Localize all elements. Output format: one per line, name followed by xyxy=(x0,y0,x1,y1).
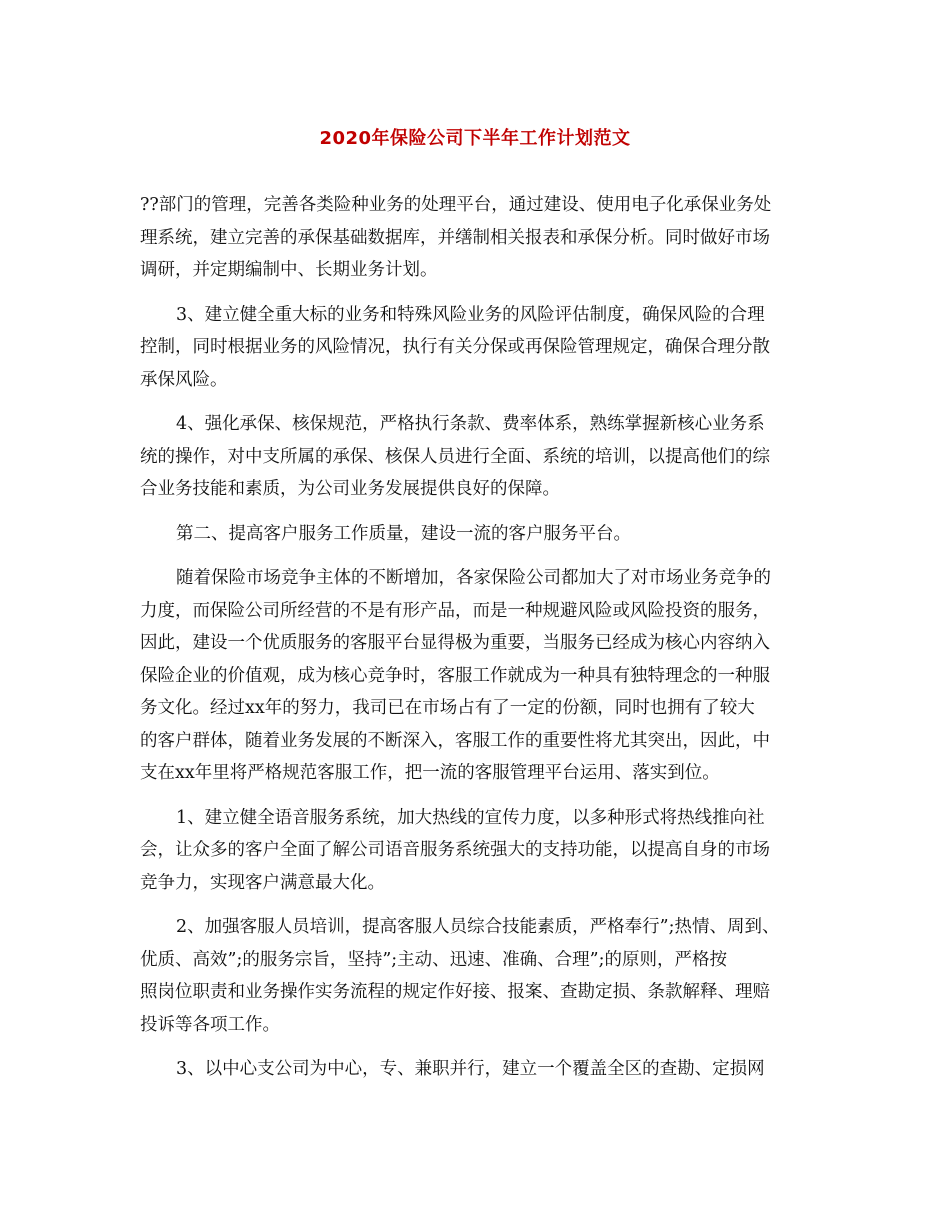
paragraph-line: 统的操作，对中支所属的承保、核保人员进行全面、系统的培训，以提高他们的综 xyxy=(140,446,770,467)
paragraph xyxy=(140,562,815,790)
paragraph-line: 合业务技能和素质，为公司业务发展提供良好的保障。 xyxy=(140,479,560,499)
paragraph-line: 会，让众多的客户全面了解公司语音服务系统强大的支持功能，以提高自身的市场 xyxy=(140,840,770,860)
paragraph-line: 控制，同时根据业务的风险情况，执行有关分保或再保险管理规定，确保合理分散 xyxy=(140,337,770,357)
paragraph xyxy=(140,408,815,506)
paragraph-line: 保险企业的价值观，成为核心竞争时，客服工作就成为一种具有独特理念的一种服 xyxy=(140,665,770,686)
paragraph xyxy=(140,911,815,1041)
paragraph-line: 第二、提高客户服务工作质量，建设一流的客户服务平台。 xyxy=(176,523,631,544)
paragraph-line: ??部门的管理，完善各类险种业务的处理平台，通过建设、使用电子化承保业务处 xyxy=(140,195,772,215)
paragraph-line: 因此，建设一个优质服务的客服平台显得极为重要，当服务已经成为核心内容纳入 xyxy=(140,633,770,653)
paragraph xyxy=(140,299,815,397)
paragraph-line: 4、强化承保、核保规范，严格执行条款、费率体系，熟练掌握新核心业务系 xyxy=(176,414,765,434)
paragraph-line: 支在xx年里将严格规范客服工作，把一流的客服管理平台运用、落实到位。 xyxy=(140,763,720,783)
paragraph xyxy=(140,802,815,900)
paragraph-line: 承保风险。 xyxy=(140,369,228,390)
paragraph-line: 照岗位职责和业务操作实务流程的规定作好接、报案、查勘定损、条款解释、理赔 xyxy=(140,982,770,1002)
paragraph-line: 务文化。经过xx年的努力，我司已在市场占有了一定的份额，同时也拥有了较大 xyxy=(140,698,755,718)
paragraph-line: 3、建立健全重大标的业务和特殊风险业务的风险评估制度，确保风险的合理 xyxy=(176,304,765,325)
paragraph-line: 优质、高效”;的服务宗旨，坚持”;主动、迅速、准确、合理”;的原则，严格按 xyxy=(140,949,728,970)
paragraph-line: 的客户群体，随着业务发展的不断深入，客服工作的重要性将尤其突出，因此，中 xyxy=(140,730,770,751)
paragraph-line: 理系统，建立完善的承保基础数据库，并缮制相关报表和承保分析。同时做好市场 xyxy=(140,227,770,248)
paragraph-line: 随着保险市场竞争主体的不断增加，各家保险公司都加大了对市场业务竞争的 xyxy=(176,568,771,588)
paragraph xyxy=(140,518,815,551)
paragraph xyxy=(140,1053,815,1086)
document-body xyxy=(140,189,815,1098)
paragraph-line: 投诉等各项工作。 xyxy=(140,1014,280,1035)
document-title: 2020年保险公司下半年工作计划范文 xyxy=(319,128,631,149)
paragraph xyxy=(140,189,815,287)
paragraph-line: 2、加强客服人员培训，提高客服人员综合技能素质，严格奉行”;热情、周到、 xyxy=(176,917,780,937)
paragraph-line: 1、建立健全语音服务系统，加大热线的宣传力度，以多种形式将热线推向社 xyxy=(176,807,765,828)
paragraph-line: 竞争力，实现客户满意最大化。 xyxy=(140,872,385,893)
paragraph-line: 3、以中心支公司为中心，专、兼职并行，建立一个覆盖全区的查勘、定损网 xyxy=(176,1059,765,1079)
paragraph-line: 力度，而保险公司所经营的不是有形产品，而是一种规避风险或风险投资的服务， xyxy=(140,600,770,621)
paragraph-line: 调研，并定期编制中、长期业务计划。 xyxy=(140,260,438,280)
